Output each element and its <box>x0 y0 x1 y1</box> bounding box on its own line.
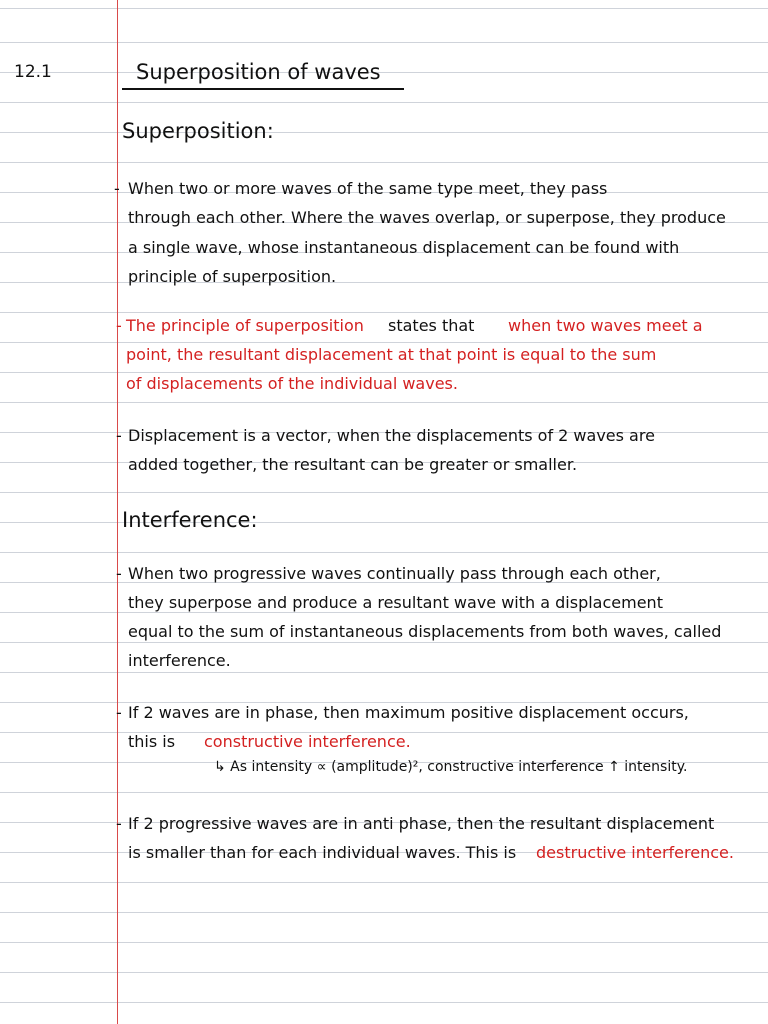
superposition-p3-line-1: Displacement is a vector, when the displacements of 2 waves are <box>128 426 655 445</box>
principle-definition-line-2: point, the resultant displacement at that point is equal to the sum <box>126 345 657 364</box>
bullet-dash: - <box>116 316 122 335</box>
superposition-heading: Superposition: <box>122 119 274 143</box>
bullet-dash: - <box>116 426 122 445</box>
principle-states-that: states that <box>388 316 475 335</box>
bullet-dash: - <box>116 564 122 583</box>
bullet-dash: - <box>114 179 120 198</box>
margin-line <box>117 0 118 1024</box>
interference-p2-this-is: this is <box>128 732 176 751</box>
interference-heading: Interference: <box>122 508 258 532</box>
interference-p2-line-1: If 2 waves are in phase, then maximum positive displacement occurs, <box>128 703 689 722</box>
bullet-dash: - <box>116 814 122 833</box>
interference-p1-line-3: equal to the sum of instantaneous displacements from both waves, called <box>128 622 722 641</box>
superposition-p1-line-4: principle of superposition. <box>128 267 337 286</box>
superposition-p3-line-2: added together, the resultant can be greater or smaller. <box>128 455 578 474</box>
interference-p1-line-1: When two progressive waves continually pass through each other, <box>128 564 661 583</box>
principle-definition-line-3: of displacements of the individual waves. <box>126 374 458 393</box>
interference-p3-line-2: is smaller than for each individual waves. This is <box>128 843 517 862</box>
interference-p1-line-2: they superpose and produce a resultant wave with a displacement <box>128 593 663 612</box>
principle-term: The principle of superposition <box>126 316 364 335</box>
page-title: Superposition of waves <box>136 60 381 84</box>
intensity-note: ↳ As intensity ∝ (amplitude)², constructive interference ↑ intensity. <box>214 759 688 775</box>
interference-p3-line-1: If 2 progressive waves are in anti phase, then the resultant displacement <box>128 814 715 833</box>
constructive-interference-term: constructive interference. <box>204 732 411 751</box>
bullet-dash: - <box>116 703 122 722</box>
section-number: 12.1 <box>14 62 52 82</box>
superposition-p1-line-2: through each other. Where the waves overlap, or superpose, they produce <box>128 208 726 227</box>
interference-p1-line-4: interference. <box>128 651 231 670</box>
title-underline <box>122 88 404 90</box>
principle-definition-line-1: when two waves meet a <box>508 316 703 335</box>
superposition-p1-line-3: a single wave, whose instantaneous displacement can be found with <box>128 238 680 257</box>
superposition-p1-line-1: When two or more waves of the same type meet, they pass <box>128 179 608 198</box>
destructive-interference-term: destructive interference. <box>536 843 734 862</box>
